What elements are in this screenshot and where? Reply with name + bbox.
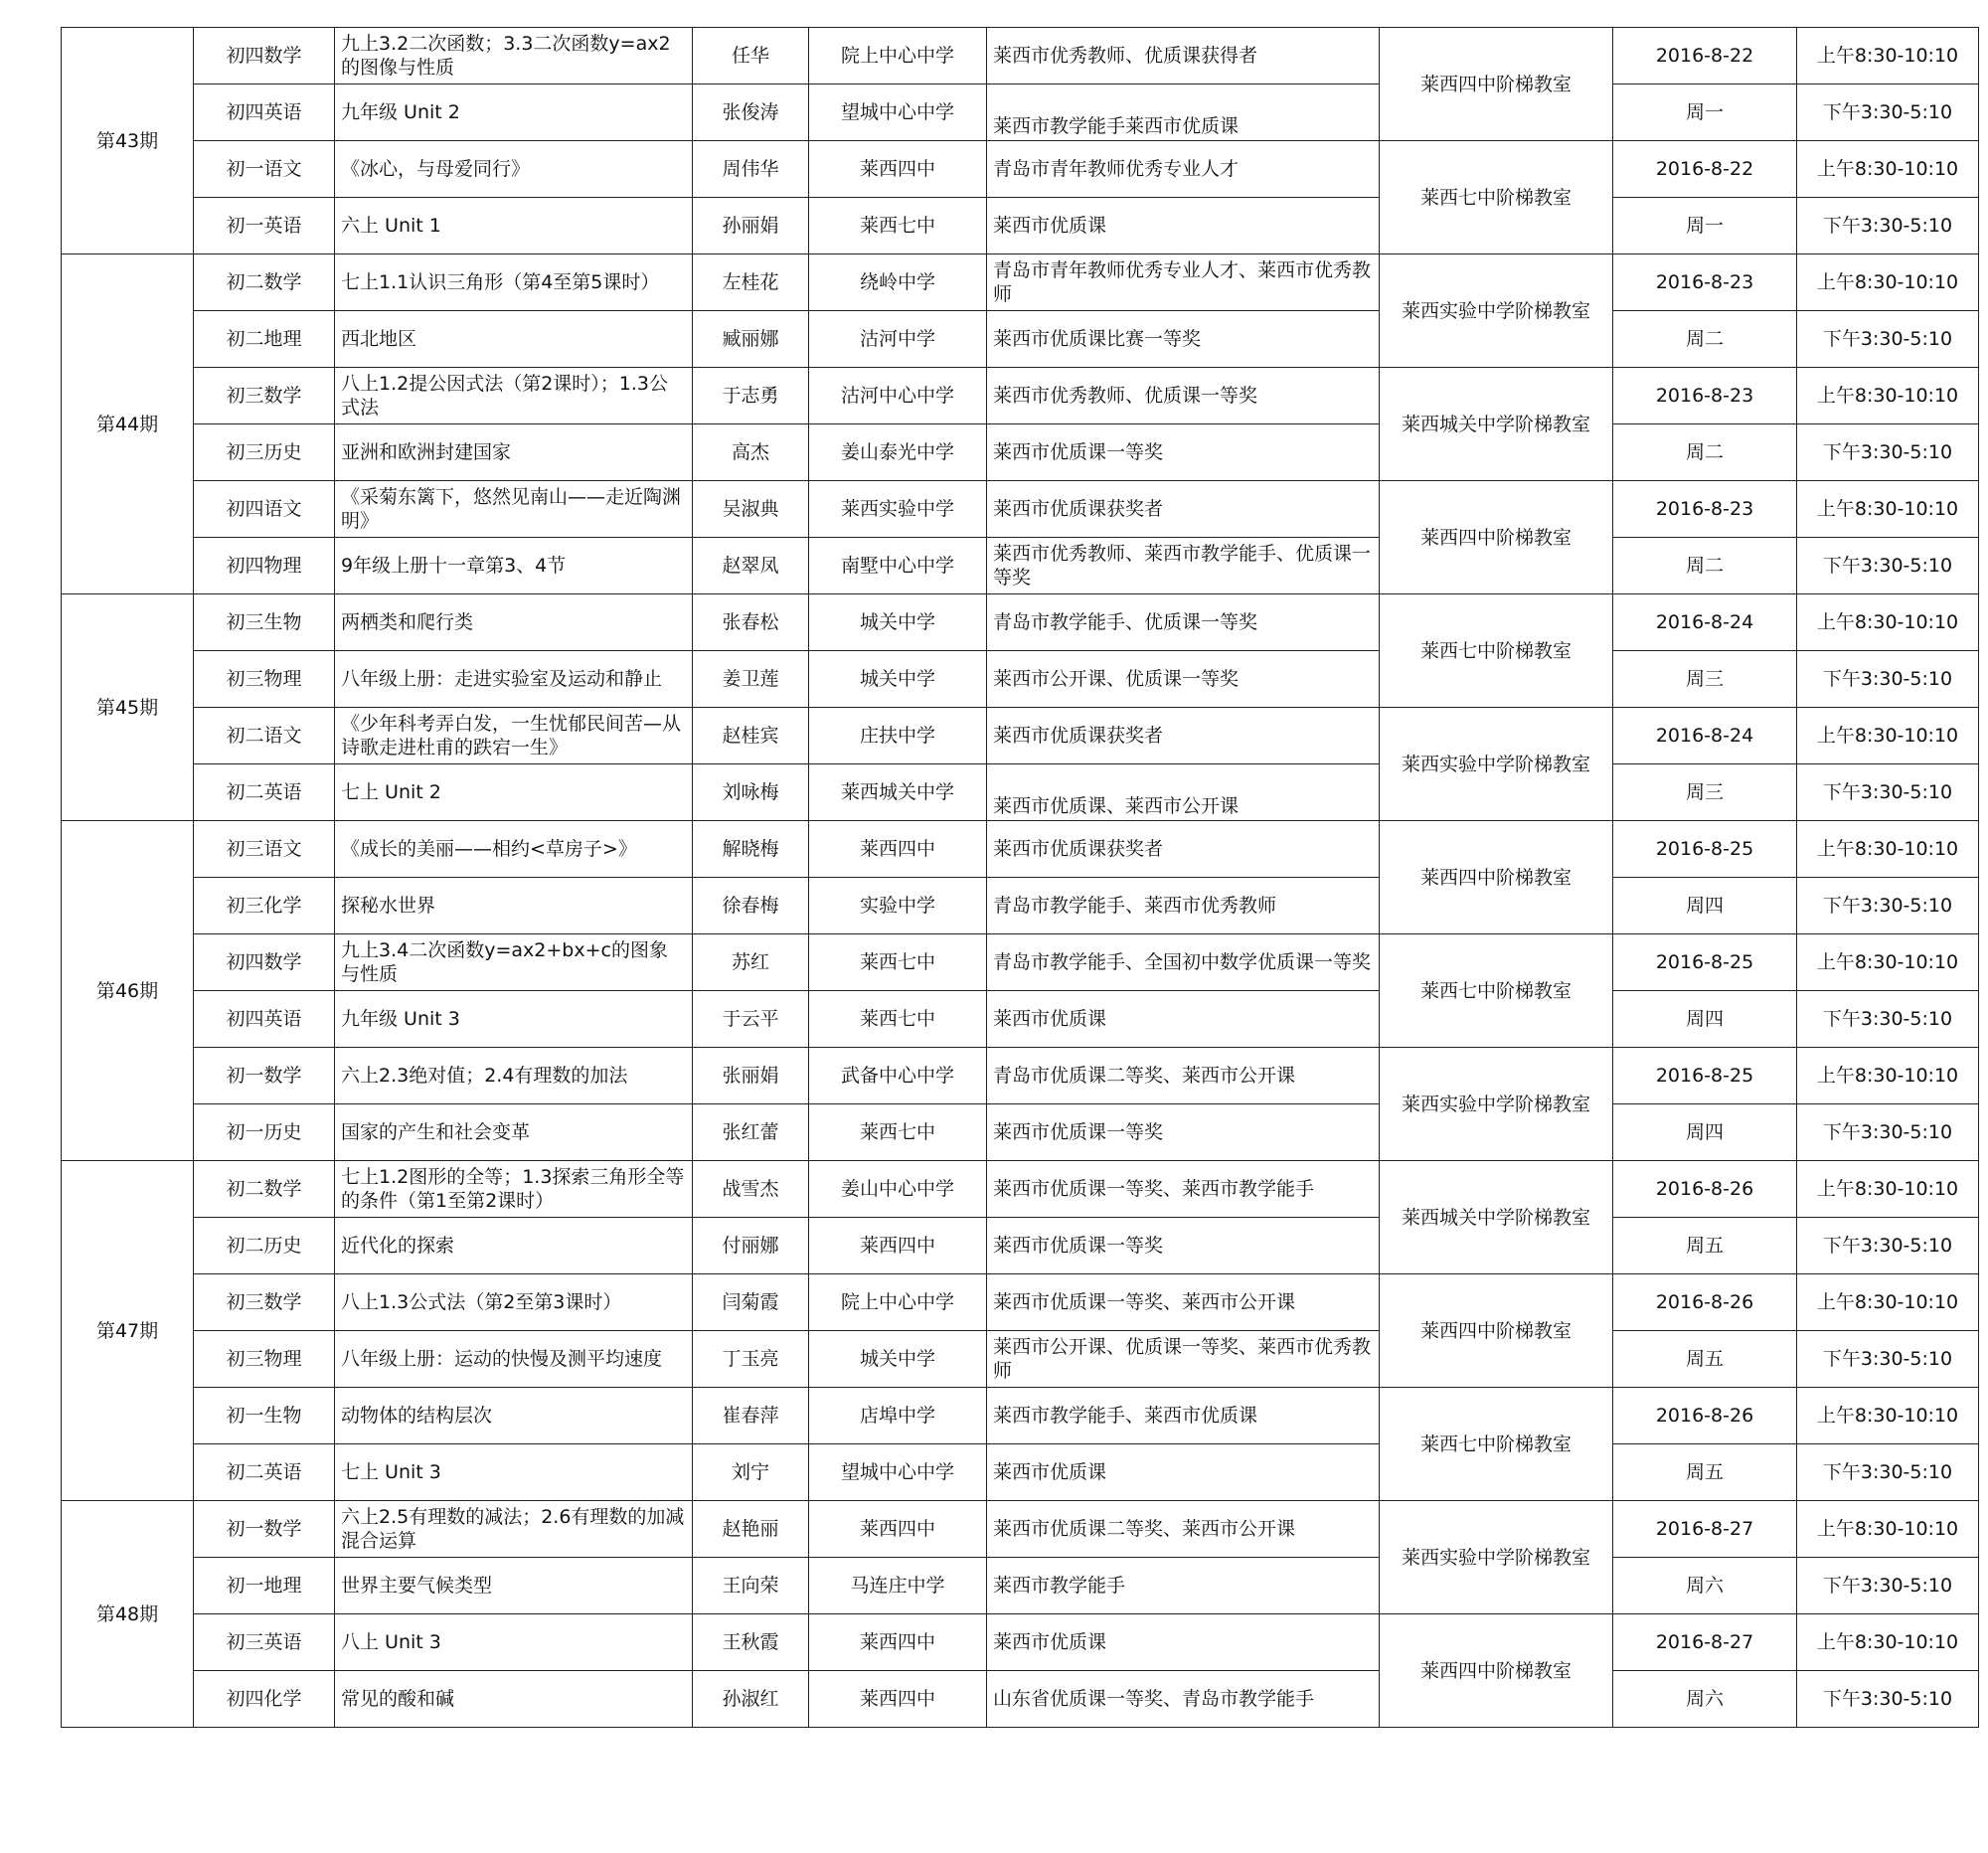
school-cell: 庄扶中学 bbox=[809, 708, 987, 764]
honor-cell: 莱西市优秀教师、优质课获得者 bbox=[987, 28, 1380, 84]
subject-cell: 初一历史 bbox=[194, 1104, 335, 1161]
school-cell: 莱西城关中学 bbox=[809, 764, 987, 821]
schedule-body bbox=[62, 28, 1979, 1728]
teacher-cell: 臧丽娜 bbox=[693, 311, 809, 368]
subject-cell: 初三物理 bbox=[194, 651, 335, 708]
honor-cell: 莱西市优质课 bbox=[987, 1444, 1380, 1501]
content-cell: 9年级上册十一章第3、4节 bbox=[335, 538, 693, 594]
school-cell: 莱西四中 bbox=[809, 821, 987, 878]
honor-cell: 莱西市优质课、莱西市公开课 bbox=[987, 764, 1380, 821]
honor-cell: 青岛市青年教师优秀专业人才、莱西市优秀教师 bbox=[987, 254, 1380, 311]
subject-cell: 初二数学 bbox=[194, 254, 335, 311]
teacher-cell: 解晓梅 bbox=[693, 821, 809, 878]
date-cell: 周六 bbox=[1613, 1671, 1797, 1728]
period-cell: 第43期 bbox=[62, 28, 194, 254]
subject-cell: 初二语文 bbox=[194, 708, 335, 764]
table-row bbox=[62, 481, 1979, 538]
time-cell: 下午3:30-5:10 bbox=[1797, 1331, 1979, 1388]
content-cell: 八年级上册：运动的快慢及测平均速度 bbox=[335, 1331, 693, 1388]
teacher-cell: 吴淑典 bbox=[693, 481, 809, 538]
content-cell: 八上1.2提公因式法（第2课时）；1.3公式法 bbox=[335, 368, 693, 424]
date-cell: 周四 bbox=[1613, 991, 1797, 1048]
date-cell: 2016-8-23 bbox=[1613, 368, 1797, 424]
content-cell: 七上1.1认识三角形（第4至第5课时） bbox=[335, 254, 693, 311]
honor-cell: 莱西市优秀教师、优质课一等奖 bbox=[987, 368, 1380, 424]
school-cell: 望城中心中学 bbox=[809, 84, 987, 141]
content-cell: 《少年科考弄白发，一生忧郁民间苦—从诗歌走进杜甫的跌宕一生》 bbox=[335, 708, 693, 764]
subject-cell: 初二地理 bbox=[194, 311, 335, 368]
honor-cell: 莱西市优质课一等奖 bbox=[987, 1104, 1380, 1161]
subject-cell: 初二数学 bbox=[194, 1161, 335, 1218]
room-cell: 莱西四中阶梯教室 bbox=[1380, 28, 1613, 141]
date-cell: 周五 bbox=[1613, 1444, 1797, 1501]
room-cell: 莱西七中阶梯教室 bbox=[1380, 1388, 1613, 1501]
teacher-cell: 姜卫莲 bbox=[693, 651, 809, 708]
time-cell: 上午8:30-10:10 bbox=[1797, 1274, 1979, 1331]
table-row bbox=[62, 594, 1979, 651]
table-row bbox=[62, 368, 1979, 424]
content-cell: 常见的酸和碱 bbox=[335, 1671, 693, 1728]
table-row bbox=[62, 1331, 1979, 1388]
time-cell: 下午3:30-5:10 bbox=[1797, 991, 1979, 1048]
subject-cell: 初二英语 bbox=[194, 1444, 335, 1501]
subject-cell: 初四化学 bbox=[194, 1671, 335, 1728]
table-row bbox=[62, 764, 1979, 821]
date-cell: 2016-8-23 bbox=[1613, 481, 1797, 538]
school-cell: 莱西七中 bbox=[809, 1104, 987, 1161]
school-cell: 莱西七中 bbox=[809, 934, 987, 991]
table-row bbox=[62, 1161, 1979, 1218]
school-cell: 院上中心中学 bbox=[809, 28, 987, 84]
subject-cell: 初三物理 bbox=[194, 1331, 335, 1388]
content-cell: 六上2.3绝对值；2.4有理数的加法 bbox=[335, 1048, 693, 1104]
subject-cell: 初四英语 bbox=[194, 991, 335, 1048]
school-cell: 莱西四中 bbox=[809, 1501, 987, 1558]
content-cell: 九年级 Unit 3 bbox=[335, 991, 693, 1048]
time-cell: 上午8:30-10:10 bbox=[1797, 1388, 1979, 1444]
teacher-cell: 徐春梅 bbox=[693, 878, 809, 934]
subject-cell: 初四数学 bbox=[194, 934, 335, 991]
school-cell: 姜山中心中学 bbox=[809, 1161, 987, 1218]
teacher-cell: 付丽娜 bbox=[693, 1218, 809, 1274]
honor-cell: 山东省优质课一等奖、青岛市教学能手 bbox=[987, 1671, 1380, 1728]
date-cell: 2016-8-22 bbox=[1613, 141, 1797, 198]
date-cell: 周二 bbox=[1613, 424, 1797, 481]
teacher-cell: 于志勇 bbox=[693, 368, 809, 424]
time-cell: 下午3:30-5:10 bbox=[1797, 1218, 1979, 1274]
time-cell: 上午8:30-10:10 bbox=[1797, 1161, 1979, 1218]
school-cell: 莱西四中 bbox=[809, 1671, 987, 1728]
date-cell: 2016-8-26 bbox=[1613, 1274, 1797, 1331]
time-cell: 上午8:30-10:10 bbox=[1797, 1501, 1979, 1558]
date-cell: 周二 bbox=[1613, 538, 1797, 594]
table-row bbox=[62, 1614, 1979, 1671]
time-cell: 上午8:30-10:10 bbox=[1797, 1614, 1979, 1671]
period-cell: 第44期 bbox=[62, 254, 194, 594]
room-cell: 莱西四中阶梯教室 bbox=[1380, 481, 1613, 594]
subject-cell: 初一生物 bbox=[194, 1388, 335, 1444]
date-cell: 2016-8-24 bbox=[1613, 708, 1797, 764]
time-cell: 上午8:30-10:10 bbox=[1797, 594, 1979, 651]
content-cell: 《冰心，与母爱同行》 bbox=[335, 141, 693, 198]
honor-cell: 莱西市优质课 bbox=[987, 991, 1380, 1048]
time-cell: 上午8:30-10:10 bbox=[1797, 141, 1979, 198]
honor-cell: 莱西市教学能手莱西市优质课 bbox=[987, 84, 1380, 141]
honor-cell: 青岛市优质课二等奖、莱西市公开课 bbox=[987, 1048, 1380, 1104]
teacher-cell: 左桂花 bbox=[693, 254, 809, 311]
period-cell: 第46期 bbox=[62, 821, 194, 1161]
table-row bbox=[62, 1444, 1979, 1501]
table-row bbox=[62, 651, 1979, 708]
subject-cell: 初三历史 bbox=[194, 424, 335, 481]
teacher-cell: 刘宁 bbox=[693, 1444, 809, 1501]
subject-cell: 初四物理 bbox=[194, 538, 335, 594]
teacher-cell: 刘咏梅 bbox=[693, 764, 809, 821]
date-cell: 2016-8-25 bbox=[1613, 1048, 1797, 1104]
room-cell: 莱西七中阶梯教室 bbox=[1380, 934, 1613, 1048]
content-cell: 西北地区 bbox=[335, 311, 693, 368]
honor-cell: 莱西市优质课获奖者 bbox=[987, 708, 1380, 764]
date-cell: 2016-8-25 bbox=[1613, 934, 1797, 991]
teacher-cell: 高杰 bbox=[693, 424, 809, 481]
time-cell: 下午3:30-5:10 bbox=[1797, 538, 1979, 594]
table-row bbox=[62, 991, 1979, 1048]
date-cell: 周一 bbox=[1613, 198, 1797, 254]
teacher-cell: 丁玉亮 bbox=[693, 1331, 809, 1388]
content-cell: 《采菊东篱下，悠然见南山——走近陶渊明》 bbox=[335, 481, 693, 538]
content-cell: 七上 Unit 3 bbox=[335, 1444, 693, 1501]
table-row bbox=[62, 821, 1979, 878]
honor-cell: 莱西市优秀教师、莱西市教学能手、优质课一等奖 bbox=[987, 538, 1380, 594]
content-cell: 亚洲和欧洲封建国家 bbox=[335, 424, 693, 481]
teacher-cell: 张红蕾 bbox=[693, 1104, 809, 1161]
table-row bbox=[62, 1218, 1979, 1274]
date-cell: 2016-8-26 bbox=[1613, 1388, 1797, 1444]
date-cell: 2016-8-22 bbox=[1613, 28, 1797, 84]
room-cell: 莱西七中阶梯教室 bbox=[1380, 594, 1613, 708]
teacher-cell: 赵艳丽 bbox=[693, 1501, 809, 1558]
time-cell: 下午3:30-5:10 bbox=[1797, 1671, 1979, 1728]
date-cell: 周四 bbox=[1613, 1104, 1797, 1161]
table-row bbox=[62, 84, 1979, 141]
date-cell: 周六 bbox=[1613, 1558, 1797, 1614]
schedule-table bbox=[61, 27, 1979, 1728]
table-row bbox=[62, 708, 1979, 764]
date-cell: 周五 bbox=[1613, 1331, 1797, 1388]
subject-cell: 初四语文 bbox=[194, 481, 335, 538]
time-cell: 下午3:30-5:10 bbox=[1797, 84, 1979, 141]
school-cell: 莱西四中 bbox=[809, 141, 987, 198]
content-cell: 国家的产生和社会变革 bbox=[335, 1104, 693, 1161]
honor-cell: 莱西市优质课一等奖 bbox=[987, 424, 1380, 481]
content-cell: 八上1.3公式法（第2至第3课时） bbox=[335, 1274, 693, 1331]
table-row bbox=[62, 1558, 1979, 1614]
time-cell: 下午3:30-5:10 bbox=[1797, 764, 1979, 821]
time-cell: 上午8:30-10:10 bbox=[1797, 708, 1979, 764]
teacher-cell: 张春松 bbox=[693, 594, 809, 651]
time-cell: 下午3:30-5:10 bbox=[1797, 1558, 1979, 1614]
subject-cell: 初一英语 bbox=[194, 198, 335, 254]
period-cell: 第47期 bbox=[62, 1161, 194, 1501]
honor-cell: 莱西市优质课比赛一等奖 bbox=[987, 311, 1380, 368]
teacher-cell: 闫菊霞 bbox=[693, 1274, 809, 1331]
room-cell: 莱西四中阶梯教室 bbox=[1380, 1274, 1613, 1388]
subject-cell: 初三数学 bbox=[194, 368, 335, 424]
school-cell: 莱西四中 bbox=[809, 1218, 987, 1274]
subject-cell: 初三数学 bbox=[194, 1274, 335, 1331]
honor-cell: 莱西市优质课一等奖、莱西市公开课 bbox=[987, 1274, 1380, 1331]
teacher-cell: 崔春萍 bbox=[693, 1388, 809, 1444]
room-cell: 莱西四中阶梯教室 bbox=[1380, 821, 1613, 934]
date-cell: 2016-8-27 bbox=[1613, 1501, 1797, 1558]
content-cell: 动物体的结构层次 bbox=[335, 1388, 693, 1444]
date-cell: 2016-8-27 bbox=[1613, 1614, 1797, 1671]
content-cell: 九上3.2二次函数；3.3二次函数y=ax2的图像与性质 bbox=[335, 28, 693, 84]
honor-cell: 青岛市教学能手、优质课一等奖 bbox=[987, 594, 1380, 651]
time-cell: 下午3:30-5:10 bbox=[1797, 311, 1979, 368]
teacher-cell: 赵翠凤 bbox=[693, 538, 809, 594]
time-cell: 下午3:30-5:10 bbox=[1797, 878, 1979, 934]
content-cell: 七上 Unit 2 bbox=[335, 764, 693, 821]
content-cell: 八年级上册：走进实验室及运动和静止 bbox=[335, 651, 693, 708]
honor-cell: 莱西市教学能手、莱西市优质课 bbox=[987, 1388, 1380, 1444]
time-cell: 上午8:30-10:10 bbox=[1797, 821, 1979, 878]
subject-cell: 初一数学 bbox=[194, 1501, 335, 1558]
time-cell: 上午8:30-10:10 bbox=[1797, 934, 1979, 991]
period-cell: 第48期 bbox=[62, 1501, 194, 1728]
honor-cell: 青岛市教学能手、莱西市优秀教师 bbox=[987, 878, 1380, 934]
table-row bbox=[62, 1501, 1979, 1558]
time-cell: 上午8:30-10:10 bbox=[1797, 1048, 1979, 1104]
honor-cell: 莱西市优质课 bbox=[987, 198, 1380, 254]
date-cell: 2016-8-25 bbox=[1613, 821, 1797, 878]
room-cell: 莱西实验中学阶梯教室 bbox=[1380, 1048, 1613, 1161]
teacher-cell: 孙丽娟 bbox=[693, 198, 809, 254]
date-cell: 2016-8-26 bbox=[1613, 1161, 1797, 1218]
teacher-cell: 于云平 bbox=[693, 991, 809, 1048]
subject-cell: 初四数学 bbox=[194, 28, 335, 84]
school-cell: 城关中学 bbox=[809, 651, 987, 708]
teacher-cell: 张俊涛 bbox=[693, 84, 809, 141]
table-row bbox=[62, 28, 1979, 84]
table-row bbox=[62, 1104, 1979, 1161]
subject-cell: 初二英语 bbox=[194, 764, 335, 821]
school-cell: 南墅中心中学 bbox=[809, 538, 987, 594]
content-cell: 九上3.4二次函数y=ax2+bx+c的图象与性质 bbox=[335, 934, 693, 991]
table-row bbox=[62, 424, 1979, 481]
content-cell: 世界主要气候类型 bbox=[335, 1558, 693, 1614]
time-cell: 下午3:30-5:10 bbox=[1797, 651, 1979, 708]
honor-cell: 莱西市优质课获奖者 bbox=[987, 821, 1380, 878]
subject-cell: 初一地理 bbox=[194, 1558, 335, 1614]
school-cell: 马连庄中学 bbox=[809, 1558, 987, 1614]
date-cell: 周二 bbox=[1613, 311, 1797, 368]
date-cell: 周五 bbox=[1613, 1218, 1797, 1274]
school-cell: 绕岭中学 bbox=[809, 254, 987, 311]
room-cell: 莱西七中阶梯教室 bbox=[1380, 141, 1613, 254]
table-row bbox=[62, 1048, 1979, 1104]
honor-cell: 青岛市教学能手、全国初中数学优质课一等奖 bbox=[987, 934, 1380, 991]
teacher-cell: 苏红 bbox=[693, 934, 809, 991]
room-cell: 莱西城关中学阶梯教室 bbox=[1380, 368, 1613, 481]
school-cell: 莱西实验中学 bbox=[809, 481, 987, 538]
honor-cell: 莱西市公开课、优质课一等奖、莱西市优秀教师 bbox=[987, 1331, 1380, 1388]
content-cell: 六上2.5有理数的减法；2.6有理数的加减混合运算 bbox=[335, 1501, 693, 1558]
honor-cell: 莱西市优质课 bbox=[987, 1614, 1380, 1671]
room-cell: 莱西实验中学阶梯教室 bbox=[1380, 1501, 1613, 1614]
teacher-cell: 战雪杰 bbox=[693, 1161, 809, 1218]
school-cell: 莱西四中 bbox=[809, 1614, 987, 1671]
content-cell: 探秘水世界 bbox=[335, 878, 693, 934]
time-cell: 上午8:30-10:10 bbox=[1797, 28, 1979, 84]
content-cell: 近代化的探索 bbox=[335, 1218, 693, 1274]
content-cell: 七上1.2图形的全等；1.3探索三角形全等的条件（第1至第2课时） bbox=[335, 1161, 693, 1218]
honor-cell: 莱西市优质课获奖者 bbox=[987, 481, 1380, 538]
school-cell: 望城中心中学 bbox=[809, 1444, 987, 1501]
date-cell: 周三 bbox=[1613, 651, 1797, 708]
content-cell: 八上 Unit 3 bbox=[335, 1614, 693, 1671]
table-row bbox=[62, 538, 1979, 594]
honor-cell: 莱西市优质课二等奖、莱西市公开课 bbox=[987, 1501, 1380, 1558]
date-cell: 周三 bbox=[1613, 764, 1797, 821]
teacher-cell: 王秋霞 bbox=[693, 1614, 809, 1671]
time-cell: 下午3:30-5:10 bbox=[1797, 1444, 1979, 1501]
subject-cell: 初一语文 bbox=[194, 141, 335, 198]
subject-cell: 初三英语 bbox=[194, 1614, 335, 1671]
table-row bbox=[62, 1388, 1979, 1444]
school-cell: 莱西七中 bbox=[809, 198, 987, 254]
content-cell: 九年级 Unit 2 bbox=[335, 84, 693, 141]
time-cell: 上午8:30-10:10 bbox=[1797, 254, 1979, 311]
school-cell: 城关中学 bbox=[809, 1331, 987, 1388]
subject-cell: 初四英语 bbox=[194, 84, 335, 141]
content-cell: 《成长的美丽——相约<草房子>》 bbox=[335, 821, 693, 878]
teacher-cell: 孙淑红 bbox=[693, 1671, 809, 1728]
school-cell: 姜山泰光中学 bbox=[809, 424, 987, 481]
school-cell: 店埠中学 bbox=[809, 1388, 987, 1444]
time-cell: 下午3:30-5:10 bbox=[1797, 1104, 1979, 1161]
room-cell: 莱西城关中学阶梯教室 bbox=[1380, 1161, 1613, 1274]
table-row bbox=[62, 878, 1979, 934]
honor-cell: 莱西市优质课一等奖 bbox=[987, 1218, 1380, 1274]
date-cell: 周一 bbox=[1613, 84, 1797, 141]
school-cell: 莱西七中 bbox=[809, 991, 987, 1048]
time-cell: 上午8:30-10:10 bbox=[1797, 368, 1979, 424]
teacher-cell: 周伟华 bbox=[693, 141, 809, 198]
table-row bbox=[62, 254, 1979, 311]
period-cell: 第45期 bbox=[62, 594, 194, 821]
honor-cell: 青岛市青年教师优秀专业人才 bbox=[987, 141, 1380, 198]
date-cell: 2016-8-24 bbox=[1613, 594, 1797, 651]
table-row bbox=[62, 198, 1979, 254]
time-cell: 下午3:30-5:10 bbox=[1797, 424, 1979, 481]
subject-cell: 初二历史 bbox=[194, 1218, 335, 1274]
subject-cell: 初一数学 bbox=[194, 1048, 335, 1104]
time-cell: 下午3:30-5:10 bbox=[1797, 198, 1979, 254]
subject-cell: 初三语文 bbox=[194, 821, 335, 878]
honor-cell: 莱西市优质课一等奖、莱西市教学能手 bbox=[987, 1161, 1380, 1218]
date-cell: 2016-8-23 bbox=[1613, 254, 1797, 311]
table-row bbox=[62, 934, 1979, 991]
teacher-cell: 任华 bbox=[693, 28, 809, 84]
content-cell: 六上 Unit 1 bbox=[335, 198, 693, 254]
teacher-cell: 王向荣 bbox=[693, 1558, 809, 1614]
school-cell: 实验中学 bbox=[809, 878, 987, 934]
school-cell: 沽河中学 bbox=[809, 311, 987, 368]
table-row bbox=[62, 1671, 1979, 1728]
teacher-cell: 赵桂宾 bbox=[693, 708, 809, 764]
content-cell: 两栖类和爬行类 bbox=[335, 594, 693, 651]
school-cell: 武备中心中学 bbox=[809, 1048, 987, 1104]
honor-cell: 莱西市公开课、优质课一等奖 bbox=[987, 651, 1380, 708]
table-row bbox=[62, 141, 1979, 198]
date-cell: 周四 bbox=[1613, 878, 1797, 934]
table-row bbox=[62, 1274, 1979, 1331]
school-cell: 院上中心中学 bbox=[809, 1274, 987, 1331]
table-row bbox=[62, 311, 1979, 368]
room-cell: 莱西四中阶梯教室 bbox=[1380, 1614, 1613, 1728]
time-cell: 上午8:30-10:10 bbox=[1797, 481, 1979, 538]
room-cell: 莱西实验中学阶梯教室 bbox=[1380, 254, 1613, 368]
school-cell: 城关中学 bbox=[809, 594, 987, 651]
teacher-cell: 张丽娟 bbox=[693, 1048, 809, 1104]
room-cell: 莱西实验中学阶梯教室 bbox=[1380, 708, 1613, 821]
subject-cell: 初三化学 bbox=[194, 878, 335, 934]
honor-cell: 莱西市教学能手 bbox=[987, 1558, 1380, 1614]
school-cell: 沽河中心中学 bbox=[809, 368, 987, 424]
subject-cell: 初三生物 bbox=[194, 594, 335, 651]
